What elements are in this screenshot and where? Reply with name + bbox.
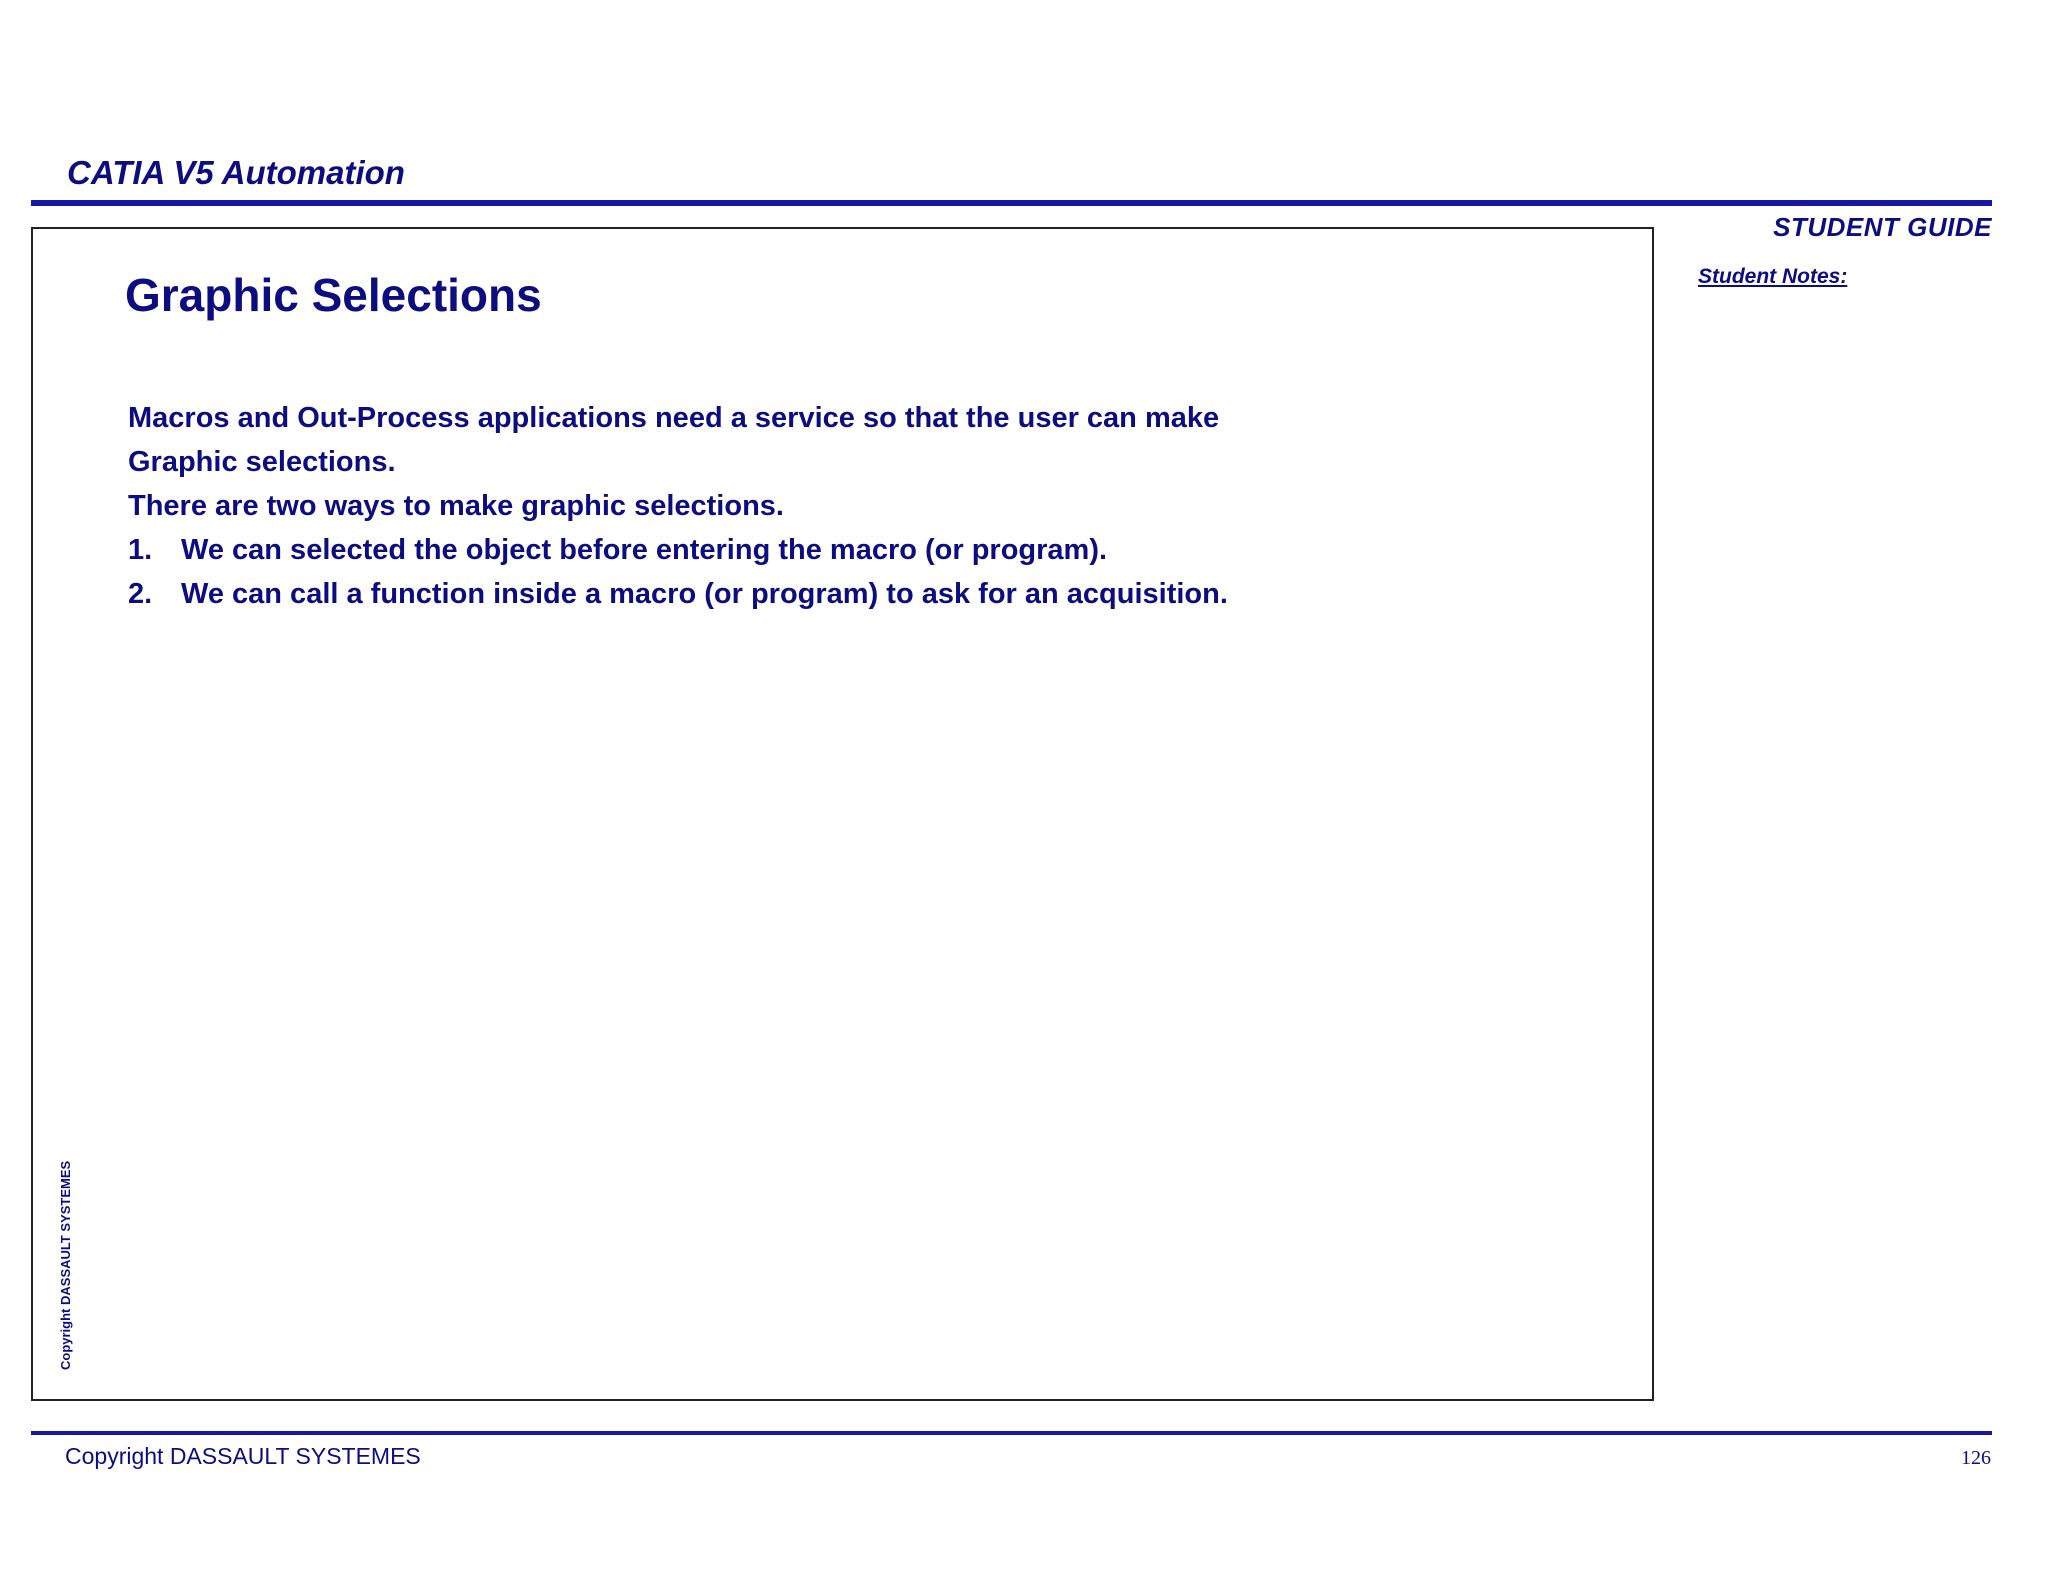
slide-body	[128, 396, 1528, 616]
page-number: 126	[1961, 1447, 1991, 1469]
list-item-number: 1.	[128, 534, 153, 566]
slide-title: Graphic Selections	[125, 269, 542, 321]
list-item	[128, 572, 1528, 616]
vertical-copyright: Copyright DASSAULT SYSTEMES	[58, 1160, 73, 1370]
header-rule	[31, 200, 1992, 206]
list-item-number: 2.	[128, 578, 153, 610]
document-header-title: CATIA V5 Automation	[67, 154, 405, 191]
footer-copyright: Copyright DASSAULT SYSTEMES	[65, 1443, 421, 1469]
list-item-text: We can selected the object before entering the macro (or program).	[181, 534, 1108, 566]
body-paragraph: There are two ways to make graphic selections.	[128, 490, 784, 522]
body-paragraph: Graphic selections.	[128, 446, 396, 478]
list-item	[128, 528, 1528, 572]
student-notes-label: Student Notes:	[1698, 265, 1848, 288]
numbered-list	[128, 528, 1528, 616]
footer-rule	[31, 1431, 1992, 1435]
list-item-text: We can call a function inside a macro (or program) to ask for an acquisition.	[181, 578, 1228, 610]
student-guide-label: STUDENT GUIDE	[1773, 212, 1992, 242]
body-paragraph: Macros and Out-Process applications need a service so that the user can make	[128, 402, 1220, 434]
